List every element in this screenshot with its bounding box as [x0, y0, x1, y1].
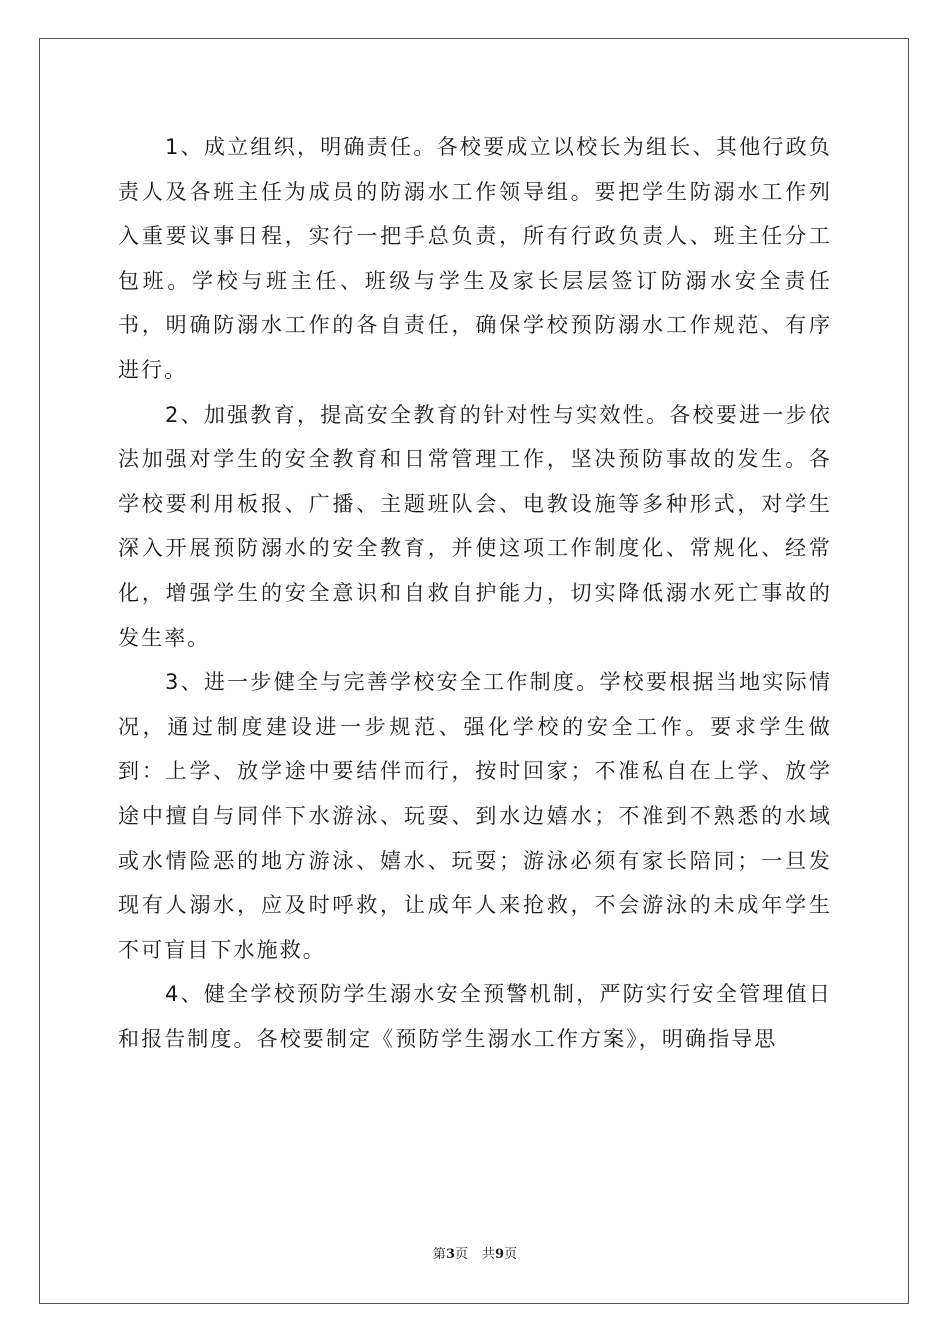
total-pages-number: 9 [495, 1247, 505, 1262]
page-footer [0, 1243, 950, 1262]
paragraph-4: 4、健全学校预防学生溺水安全预警机制，严防实行安全管理值日和报告制度。各校要制定《预防学生溺水工作方案》，明确指导思 [118, 982, 832, 1051]
current-page-number: 3 [445, 1247, 455, 1262]
page-prefix: 第 [432, 1247, 446, 1262]
document-body [118, 125, 832, 1061]
page-suffix: 页 [454, 1247, 468, 1262]
total-prefix: 共 [482, 1247, 496, 1262]
paragraph-3: 3、进一步健全与完善学校安全工作制度。学校要根据当地实际情况，通过制度建设进一步规范、强化学校的安全工作。要求学生做到：上学、放学途中要结伴而行，按时回家；不准私自在上学、放学途中擅自与同伴下水游泳、玩耍、到水边嬉水；不准到不熟悉的水域或水情险恶的地方游泳、嬉水、玩耍；游泳必须有家长陪同；一旦发现有人溺水，应及时呼救，让成年人来抢救，不会游泳的未成年学生不可盲目下水施救。 [118, 670, 832, 962]
paragraph-2: 2、加强教育，提高安全教育的针对性与实效性。各校要进一步依法加强对学生的安全教育和日常管理工作，坚决预防事故的发生。各学校要利用板报、广播、主题班队会、电教设施等多种形式，对学生深入开展预防溺水的安全教育，并使这项工作制度化、常规化、经常化，增强学生的安全意识和自救自护能力，切实降低溺水死亡事故的发生率。 [118, 402, 832, 650]
total-suffix: 页 [504, 1247, 518, 1262]
paragraph-1: 1、成立组织，明确责任。各校要成立以校长为组长、其他行政负责人及各班主任为成员的防溺水工作领导组。要把学生防溺水工作列入重要议事日程，实行一把手总负责，所有行政负责人、班主任分工包班。学校与班主任、班级与学生及家长层层签订防溺水安全责任书，明确防溺水工作的各自责任，确保学校预防溺水工作规范、有序进行。 [118, 135, 832, 382]
